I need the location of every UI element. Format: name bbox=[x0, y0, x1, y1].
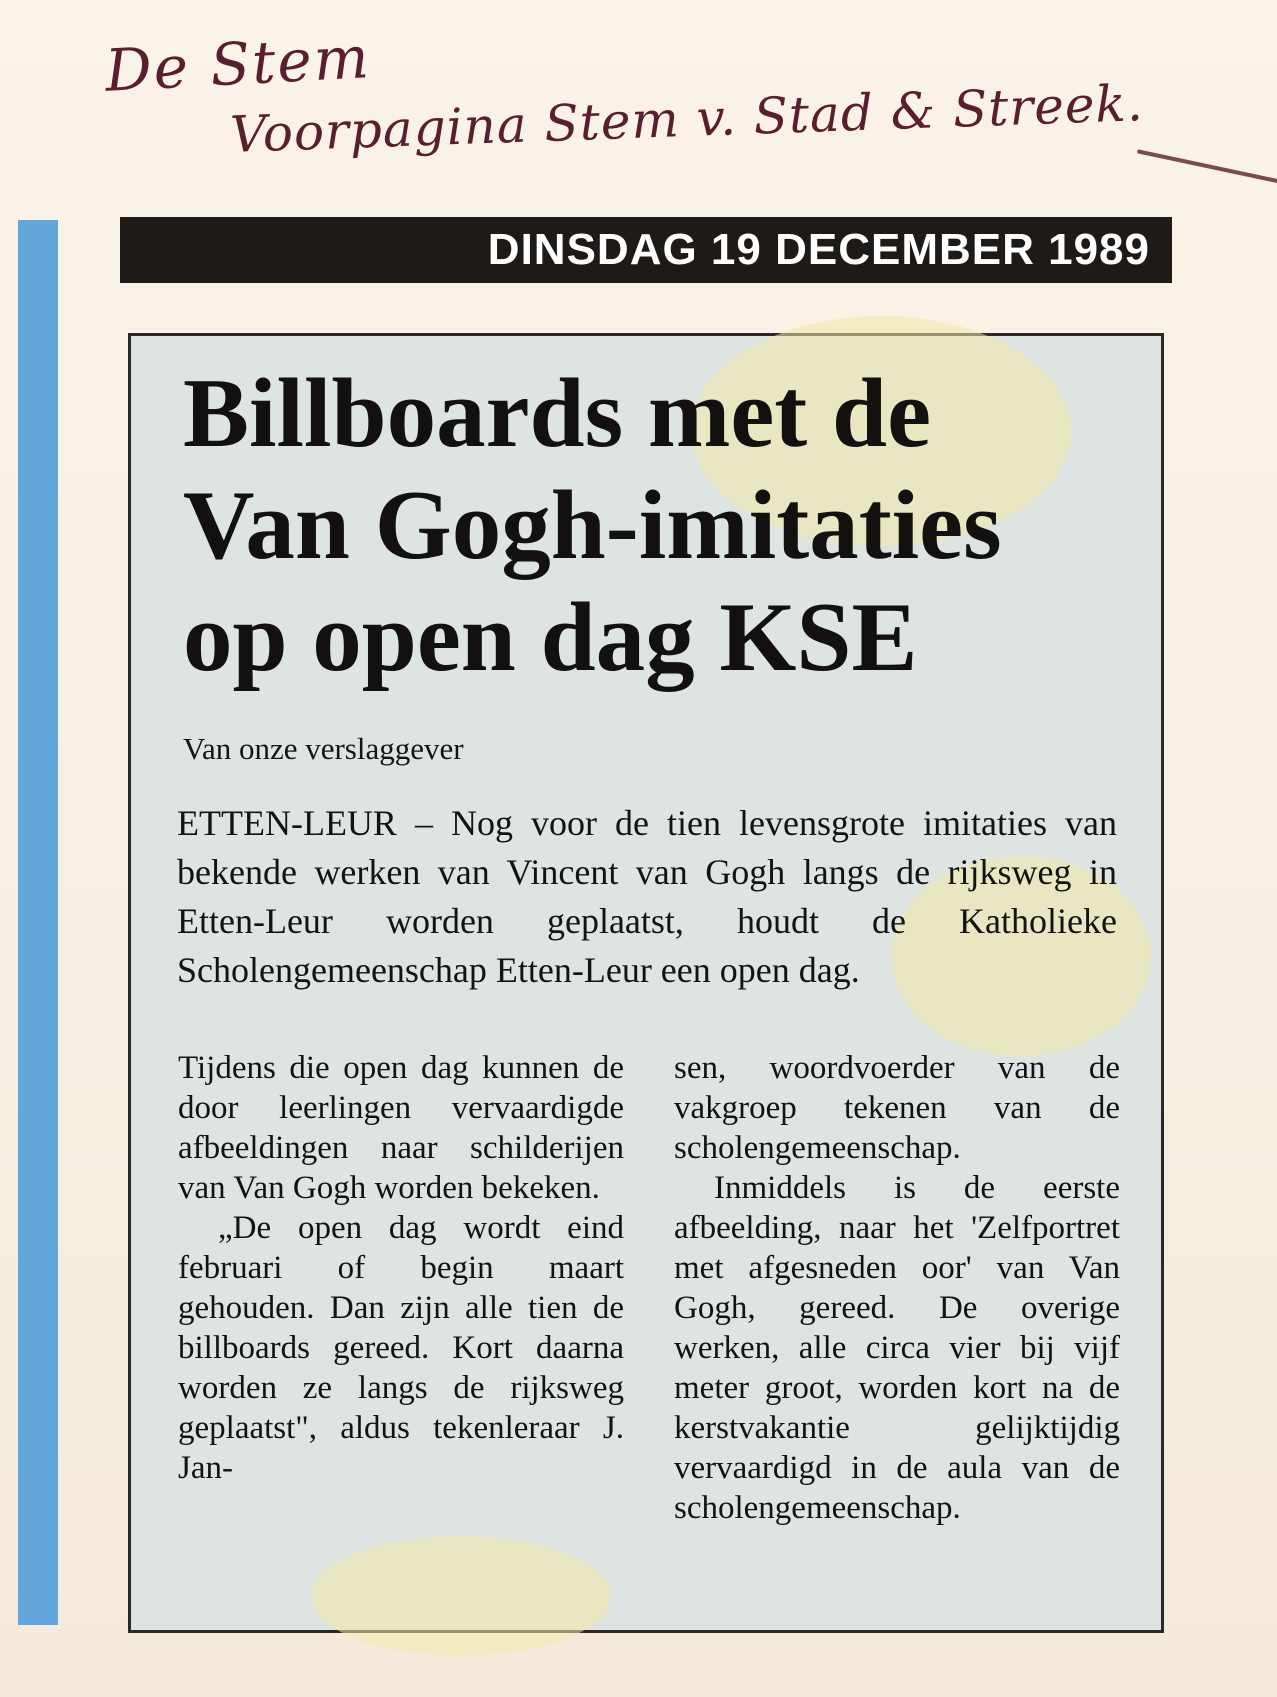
paragraph: Tijdens die open dag kunnen de door leerlingen vervaardigde afbeeldingen naar schilderijen van Van Gogh worden bekeken. bbox=[178, 1050, 624, 1206]
article-box bbox=[128, 333, 1164, 1633]
paragraph: Inmiddels is de eerste afbeelding, naar het 'Zelfportret met afgesneden oor' van Van Gogh, gereed. De overige werken, alle circa vier bij vijf meter groot, worden kort na de kerstvakantie gelijktijdig vervaardigd in de aula van de scholengemeenschap. bbox=[674, 1170, 1120, 1526]
headline bbox=[183, 358, 1143, 694]
column-left bbox=[178, 1048, 624, 1488]
headline-line-1: Billboards met de bbox=[183, 359, 932, 468]
byline: Van onze verslaggever bbox=[183, 731, 464, 766]
blue-margin-strip bbox=[18, 220, 58, 1625]
publication-date: DINSDAG 19 DECEMBER 1989 bbox=[487, 225, 1150, 274]
handwritten-line-1: De Stem bbox=[103, 23, 373, 105]
lead-paragraph: ETTEN-LEUR – Nog voor de tien levensgrote imitaties van bekende werken van Vincent van Gogh langs de rijksweg in Etten-Leur worden geplaatst, houdt de Katholieke Scholengemeenschap Etten-Leur een open dag. bbox=[177, 803, 1117, 990]
date-bar bbox=[120, 217, 1172, 283]
handwritten-stroke bbox=[1137, 149, 1277, 194]
headline-line-2: Van Gogh-imitaties bbox=[183, 471, 1002, 580]
handwritten-annotation bbox=[95, 20, 1275, 210]
paragraph: „De open dag wordt eind februari of begin maart gehouden. Dan zijn alle tien de billboards gereed. Kort daarna worden ze langs de rijksweg geplaatst", aldus tekenleraar J. Jan- bbox=[178, 1210, 624, 1486]
headline-line-3: op open dag KSE bbox=[183, 583, 918, 692]
paragraph: sen, woordvoerder van de vakgroep tekenen van de scholengemeenschap. bbox=[674, 1050, 1120, 1166]
stain-blot bbox=[311, 1536, 611, 1656]
handwritten-line-2: Voorpagina Stem v. Stad & Streek. bbox=[229, 74, 1145, 164]
column-right bbox=[674, 1048, 1120, 1528]
